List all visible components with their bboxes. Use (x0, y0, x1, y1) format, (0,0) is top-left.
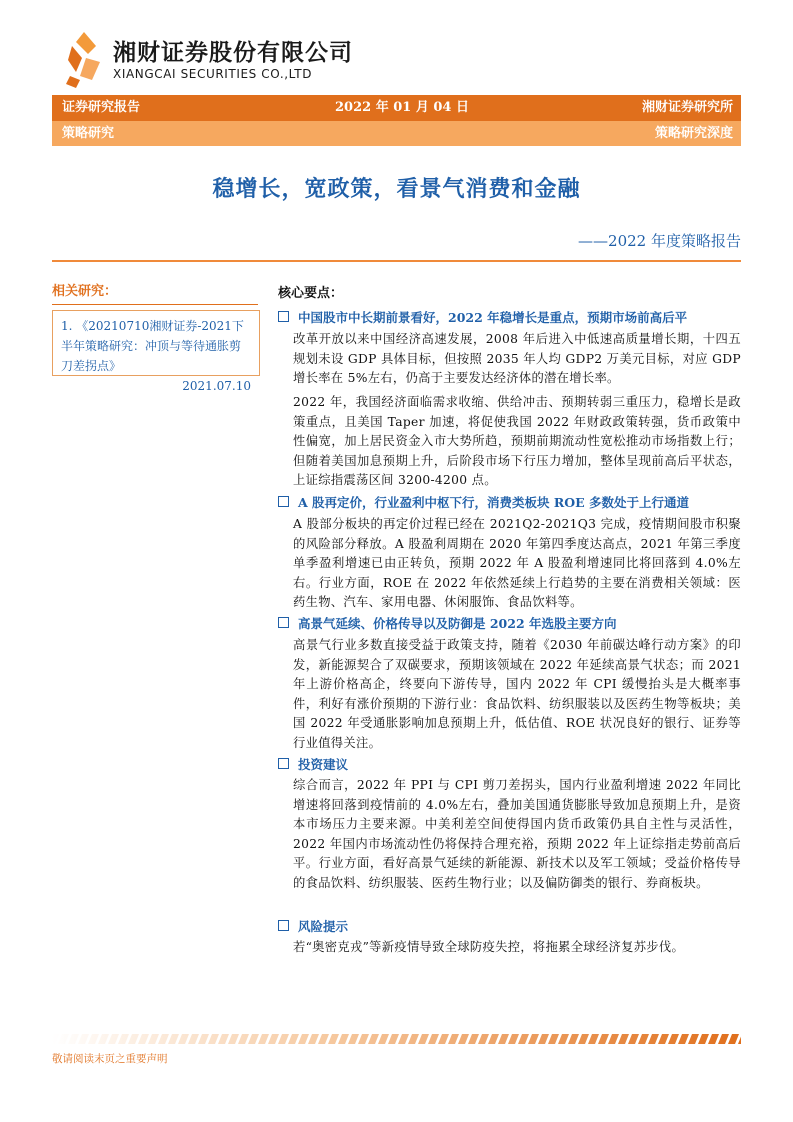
header-bar-secondary (52, 121, 741, 146)
section-paragraph: 2022 年，我国经济面临需求收缩、供给冲击、预期转弱三重压力，稳增长是政策重点，且美国 Taper 加速，将促使我国 2022 年财政政策转强，货币政策中性偏宽，加上居民资金入市大势所趋，预期前期流动性宽松推动市场指数上行；但随着美国加息预期上升，后阶段市场下行压力增加，整体呈现前高后平状态，上证综指震荡区间 3200-4200 点。 (293, 395, 741, 488)
report-category: 策略研究 (62, 126, 115, 141)
title-divider (52, 260, 741, 262)
header-bar-primary (52, 95, 741, 121)
report-date: 2022 年 01 月 04 日 (335, 100, 469, 115)
section-paragraph: 综合而言，2022 年 PPI 与 CPI 剪刀差拐头，国内行业盈利增速 2022 年同比增速将回落到疫情前的 4.0%左右，叠加美国通货膨胀导致加息预期上升，是资本市场压力主要来源。中美利差空间使得国内货币政策仍具自主性与灵活性，2022 年国内市场流动性仍将保持合理充裕，预期 2022 年上证综指走势前高后平。行业方面，看好高景气延续的新能源、新技术以及军工领域；受益价格传导的食品饮料、纺织服装、医药生物行业；以及偏防御类的银行、券商板块。 (293, 778, 741, 890)
section-heading: 风险提示 (278, 917, 348, 935)
report-type: 证券研究报告 (62, 100, 141, 115)
section-heading: 中国股市中长期前景看好，2022 年稳增长是重点，预期市场前高后平 (278, 308, 687, 326)
section-heading: 高景气延续、价格传导以及防御是 2022 年选股主要方向 (278, 614, 617, 632)
footer-stripe (52, 1034, 741, 1044)
report-subtitle: ——2022 年度策略报告 (578, 232, 741, 250)
checkbox-bullet-icon (278, 617, 289, 628)
checkbox-bullet-icon (278, 311, 289, 322)
related-research-date: 2021.07.10 (182, 379, 251, 393)
company-name-en: XIANGCAI SECURITIES CO.,LTD (113, 67, 313, 81)
related-research-box (52, 310, 260, 393)
section-paragraph: 高景气行业多数直接受益于政策支持，随着《2030 年前碳达峰行动方案》的印发，新能源契合了双碳要求，预期该领域在 2022 年延续高景气状态；而 2021 年上游价格高企，终要向下游传导，国内 2022 年 CPI 缓慢抬头是大概率事件，利好有涨价预期的下游行业：食品饮料、纺织服装以及医药生物等板块；美国 2022 年受通胀影响加息预期上升，低估值、ROE 状况良好的银行、证券等行业值得关注。 (293, 638, 741, 750)
related-research-item[interactable]: 1. 《20210710湘财证券-2021下半年策略研究：冲顶与等待通胀剪刀差拐点》 (61, 319, 244, 373)
checkbox-bullet-icon (278, 496, 289, 507)
report-title: 稳增长，宽政策，看景气消费和金融 (212, 176, 581, 202)
section-heading: A 股再定价，行业盈利中枢下行，消费类板块 ROE 多数处于上行通道 (278, 493, 689, 511)
institute-name: 湘财证券研究所 (641, 100, 733, 115)
report-subcategory: 策略研究深度 (654, 126, 733, 141)
checkbox-bullet-icon (278, 758, 289, 769)
core-points-label: 核心要点： (278, 286, 344, 301)
company-logo-icon (66, 32, 104, 88)
section-paragraph: 改革开放以来中国经济高速发展，2008 年后进入中低速高质量增长期，十四五规划未设 GDP 具体目标，但按照 2035 年人均 GDP2 万美元目标，对应 GDP 增长率在 5%左右，仍高于主要发达经济体的潜在增长率。 (293, 332, 741, 386)
related-research-heading: 相关研究： (52, 282, 258, 305)
disclaimer-note[interactable]: 敬请阅读末页之重要声明 (52, 1053, 168, 1065)
checkbox-bullet-icon (278, 920, 289, 931)
company-name-cn: 湘财证券股份有限公司 (113, 40, 353, 66)
section-paragraph: A 股部分板块的再定价过程已经在 2021Q2-2021Q3 完成，疫情期间股市积聚的风险部分释放。A 股盈利周期在 2020 年第四季度达高点，2021 年第三季度单季盈利增速已由正转负，预期 2022 年 A 股盈利增速同比将回落到 4.0%左右。行业方面，ROE 在 2022 年依然延续上行趋势的主要在消费相关领域：医药生物、汽车、家用电器、休闲服饰、食品饮料等。 (293, 517, 741, 610)
section-paragraph: 若“奥密克戎”等新疫情导致全球防疫失控，将拖累全球经济复苏步伐。 (293, 940, 685, 954)
section-heading: 投资建议 (278, 755, 348, 773)
